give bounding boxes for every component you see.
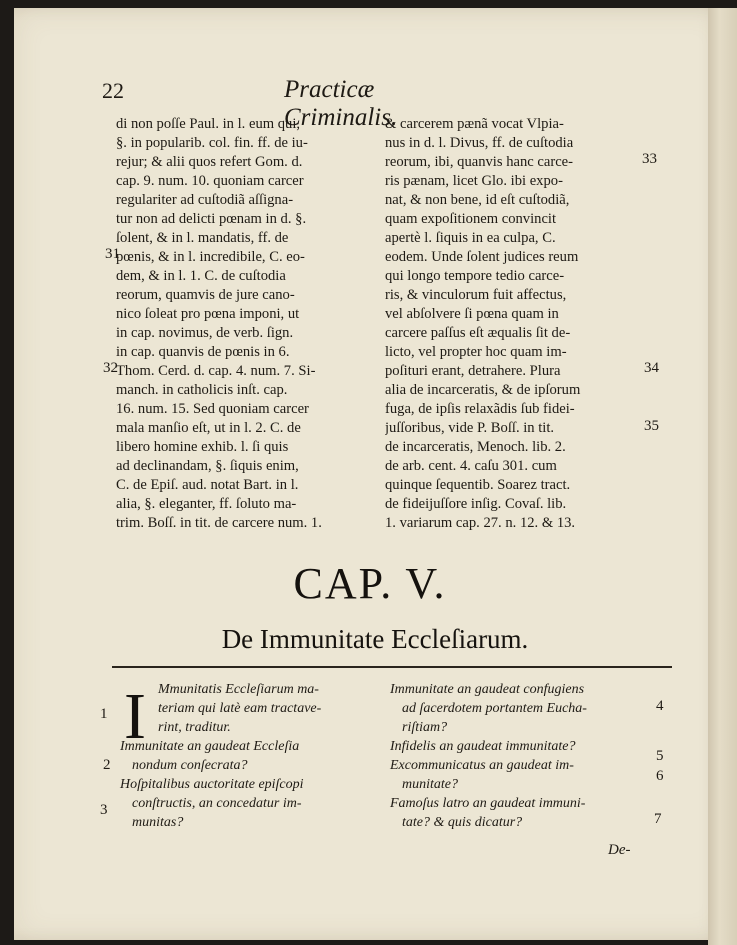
text-line: 1. variarum cap. 27. n. 12. & 13.: [385, 515, 576, 531]
text-line: ris, & vinculorum fuit affectus,: [385, 287, 567, 303]
text-line: de incarceratis, Menoch. lib. 2.: [385, 439, 566, 455]
page-number: 22: [102, 78, 124, 103]
text-line: rejur; & alii quos refert Gom. d.: [116, 154, 303, 170]
text-line: eodem. Unde ſolent judices reum: [385, 249, 579, 265]
summary-line: munitas?: [132, 815, 184, 830]
summary-number-3: 3: [100, 802, 108, 818]
text-line: dem, & in l. 1. C. de cuſtodia: [116, 268, 286, 284]
summary-line: teriam qui latè eam tractave-: [158, 701, 322, 716]
summary-line: Infidelis an gaudeat immunitate?: [390, 739, 576, 754]
text-line: quam expoſitionem convincit: [385, 211, 557, 227]
summary-number-4: 4: [656, 698, 664, 714]
summary-line: Hoſpitalibus auctoritate epiſcopi: [120, 777, 304, 792]
summary-right: [390, 680, 650, 832]
summary-number-7: 7: [654, 811, 662, 827]
margin-number-34: 34: [644, 360, 659, 376]
chapter-heading: CAP. V.: [293, 559, 447, 608]
summary-number-2: 2: [103, 757, 111, 773]
heading-rule: [112, 666, 672, 668]
text-line: in cap. novimus, de verb. ſign.: [116, 325, 294, 341]
text-line: reorum, quamvis de jure cano-: [116, 287, 295, 303]
book-gutter: [708, 8, 737, 945]
text-line: §. in popularib. col. fin. ff. de iu-: [116, 135, 308, 151]
text-line: ſolent, & in l. mandatis, ff. de: [116, 230, 289, 246]
left-text-column: [116, 115, 392, 533]
text-line: poſituri erant, detrahere. Plura: [385, 363, 561, 379]
summary-line: rint, traditur.: [158, 720, 231, 735]
summary-line: ad ſacerdotem portantem Eucha-: [402, 701, 587, 716]
catchword: De-: [608, 842, 631, 858]
summary-left: [120, 680, 382, 832]
text-line: carcere paſſus eſt æqualis ſit de-: [385, 325, 571, 341]
text-line: pœnis, & in l. incredibile, C. eo-: [116, 249, 305, 265]
chapter-subheading: De Immunitate Eccleſiarum.: [221, 624, 529, 654]
text-line: alia de incarceratis, & de ipſorum: [385, 382, 581, 398]
summary-line: conſtructis, an concedatur im-: [132, 796, 302, 811]
summary-line: nondum conſecrata?: [132, 758, 248, 773]
summary-line: tate? & quis dicatur?: [402, 815, 523, 830]
text-line: manch. in catholicis inſt. cap.: [116, 382, 288, 398]
text-line: alia, §. eleganter, ff. ſoluto ma-: [116, 496, 297, 512]
text-line: tur non ad delicti pœnam in d. §.: [116, 211, 307, 227]
margin-number-35: 35: [644, 418, 659, 434]
text-line: juſſoribus, vide P. Boſſ. in tit.: [385, 420, 555, 436]
drop-cap: I: [124, 680, 146, 753]
text-line: de fideijuſſore inſig. Covaſ. lib.: [385, 496, 567, 512]
text-line: Thom. Cerd. d. cap. 4. num. 7. Si-: [116, 363, 316, 379]
text-line: cap. 9. num. 10. quoniam carcer: [116, 173, 304, 189]
text-line: nat, & non bene, id eſt cuſtodiã,: [385, 192, 570, 208]
summary-line: munitate?: [402, 777, 458, 792]
summary-line: riſtiam?: [402, 720, 448, 735]
text-line: de arb. cent. 4. caſu 301. cum: [385, 458, 557, 474]
text-line: trim. Boſſ. in tit. de carcere num. 1.: [116, 515, 322, 531]
text-line: ris pænam, licet Glo. ibi expo-: [385, 173, 563, 189]
summary-line: Mmunitatis Eccleſiarum ma-: [158, 682, 319, 697]
text-line: fuga, de ipſis relaxãdis ſub fidei-: [385, 401, 575, 417]
running-title: Practicæ Criminalis.: [284, 76, 398, 131]
right-text-column: [385, 115, 650, 533]
text-line: regulariter ad cuſtodiã aſſigna-: [116, 192, 294, 208]
text-line: libero homine exhib. l. ſi quis: [116, 439, 289, 455]
summary-number-1: 1: [100, 706, 108, 722]
text-line: 16. num. 15. Sed quoniam carcer: [116, 401, 309, 417]
text-line: ad declinandam, §. ſiquis enim,: [116, 458, 299, 474]
summary-line: Immunitate an gaudeat confugiens: [390, 682, 585, 697]
summary-line: Famoſus latro an gaudeat immuni-: [390, 796, 586, 811]
margin-number-31: 31: [105, 246, 120, 262]
text-line: vel abſolvere ſi pœna quam in: [385, 306, 559, 322]
summary-number-5: 5: [656, 748, 664, 764]
text-line: & carcerem pænã vocat Vlpia-: [385, 116, 564, 132]
text-line: quinque ſequentib. Soarez tract.: [385, 477, 571, 493]
text-line: apertè l. ſiquis in ea culpa, C.: [385, 230, 556, 246]
text-line: qui longo tempore tedio carce-: [385, 268, 565, 284]
text-line: nus in d. l. Divus, ff. de cuſtodia: [385, 135, 574, 151]
summary-line: Immunitate an gaudeat Eccleſia: [120, 739, 300, 754]
text-line: nico ſoleat pro pœna imponi, ut: [116, 306, 300, 322]
text-line: di non poſſe Paul. in l. eum qui,: [116, 116, 301, 132]
summary-line: Excommunicatus an gaudeat im-: [390, 758, 574, 773]
text-line: mala manſio eſt, ut in l. 2. C. de: [116, 420, 301, 436]
text-line: reorum, ibi, quanvis hanc carce-: [385, 154, 574, 170]
text-line: licto, vel propter hoc quam im-: [385, 344, 567, 360]
margin-number-33: 33: [642, 151, 657, 167]
text-line: in cap. quanvis de pœnis in 6.: [116, 344, 290, 360]
text-line: C. de Epiſ. aud. notat Bart. in l.: [116, 477, 299, 493]
margin-number-32: 32: [103, 360, 118, 376]
summary-number-6: 6: [656, 768, 664, 784]
